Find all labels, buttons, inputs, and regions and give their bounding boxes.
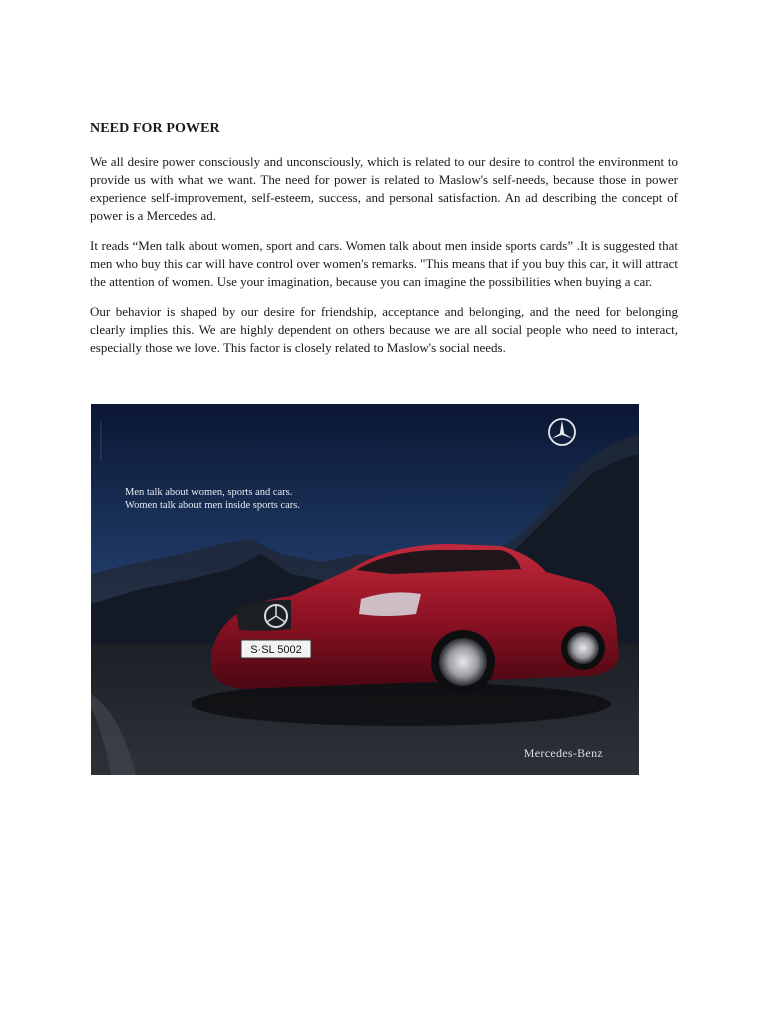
paragraph-ad-description: It reads “Men talk about women, sport and cars. Women talk about men inside sports cards” .It is suggested that men who buy this car will have control over women's remarks. "This means that if you buy this car, it will attract the attention of women. Use your imagination, because you can imagine the possibilities when buying a car. (90, 238, 679, 289)
paragraph-belonging: Our behavior is shaped by our desire for friendship, acceptance and belonging, and the need for belonging clearly implies this. We are highly dependent on others because we are all social people who need to interact, especially those we love. This factor is closely related to Maslow's social needs. (90, 304, 678, 355)
paragraph-power: We all desire power consciously and unconsciously, which is related to our desire to control the environment to provide us with what we want. The need for power is related to Maslow's self-needs, because those in power experience self-improvement, self-esteem, success, and personal satisfaction. An ad describing the concept of power is a Mercedes ad. (90, 154, 678, 223)
rear-wheel-rim (567, 632, 599, 664)
license-plate-text: S·SL 5002 (250, 644, 302, 656)
section-heading: NEED FOR POWER (90, 121, 220, 136)
ad-brand-name: Mercedes-Benz (523, 746, 603, 760)
ad-tagline-line-2: Women talk about men inside sports cars. (125, 500, 300, 511)
mercedes-ad-image (91, 404, 639, 775)
ad-illustration (91, 404, 639, 775)
car-shadow (191, 682, 611, 726)
ad-tagline (125, 486, 300, 512)
ad-tagline-line-1: Men talk about women, sports and cars. (125, 487, 293, 498)
front-wheel-rim (439, 638, 487, 686)
document-body (90, 121, 678, 369)
